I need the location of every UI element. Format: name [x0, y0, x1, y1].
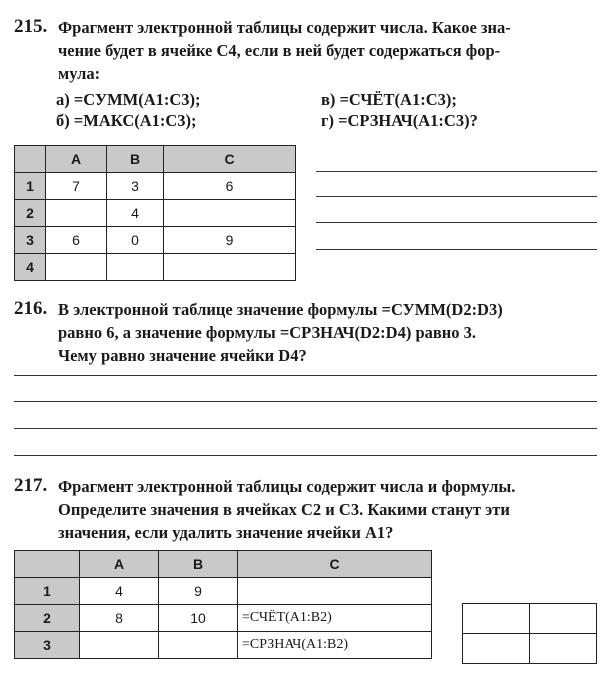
table-row: [15, 200, 296, 227]
row-header-1: 1: [15, 578, 80, 605]
problem-215-text: [58, 16, 598, 85]
row-header-2: 2: [15, 605, 80, 632]
col-header-b: B: [159, 551, 238, 578]
cell-b2: 10: [159, 605, 238, 632]
problem-215-number: 215.: [14, 16, 48, 37]
option-v: в) =СЧЁТ(A1:C3);: [321, 90, 457, 109]
corner-cell: [15, 551, 80, 578]
cell-c1: 6: [164, 173, 296, 200]
answer-line: [14, 428, 597, 429]
cell-c3: =СРЗНАЧ(A1:B2): [238, 632, 432, 659]
problem-217-line-2: Определите значения в ячейках C2 и C3. Какими станут эти: [58, 500, 510, 519]
cell-a3: [80, 632, 159, 659]
problem-216-text: [58, 298, 598, 367]
cell-a1: 7: [46, 173, 107, 200]
row-header-1: 1: [15, 173, 46, 200]
answer-box: [530, 634, 597, 664]
answer-line: [316, 171, 597, 172]
col-header-c: C: [164, 146, 296, 173]
answer-box: [463, 604, 530, 634]
cell-a3: 6: [46, 227, 107, 254]
cell-a2: [46, 200, 107, 227]
cell-c4: [164, 254, 296, 281]
option-g: г) =СРЗНАЧ(A1:C3)?: [321, 111, 478, 130]
cell-b3: 0: [107, 227, 164, 254]
col-header-a: A: [80, 551, 159, 578]
answer-grid-row: [463, 604, 597, 634]
answer-line: [14, 401, 597, 402]
table-row: [15, 632, 432, 659]
problem-215-line-2: чение будет в ячейке C4, если в ней будет содержаться фор-: [58, 41, 501, 60]
problem-216-line-1: В электронной таблице значение формулы =СУММ(D2:D3): [58, 300, 503, 319]
problem-215-line-1: Фрагмент электронной таблицы содержит числа. Какое зна-: [58, 18, 511, 37]
cell-b4: [107, 254, 164, 281]
answer-line: [316, 222, 597, 223]
cell-a4: [46, 254, 107, 281]
problem-216-number: 216.: [14, 298, 48, 319]
row-header-3: 3: [15, 227, 46, 254]
spreadsheet-217: [14, 550, 432, 659]
problem-216-line-2: равно 6, а значение формулы =СРЗНАЧ(D2:D4) равно 3.: [58, 323, 477, 342]
answer-line: [316, 196, 597, 197]
header-row: [15, 551, 432, 578]
cell-b2: 4: [107, 200, 164, 227]
col-header-a: A: [46, 146, 107, 173]
cell-a1: 4: [80, 578, 159, 605]
problem-216-line-3: Чему равно значение ячейки D4?: [58, 346, 307, 365]
cell-c1: [238, 578, 432, 605]
answer-box: [530, 604, 597, 634]
col-header-c: C: [238, 551, 432, 578]
answer-grid-row: [463, 634, 597, 664]
row-header-4: 4: [15, 254, 46, 281]
cell-b1: 9: [159, 578, 238, 605]
cell-c2: [164, 200, 296, 227]
option-b: б) =МАКС(A1:C3);: [56, 111, 197, 130]
answer-box: [463, 634, 530, 664]
answer-line: [316, 249, 597, 250]
answer-line: [14, 455, 597, 456]
problem-217-line-1: Фрагмент электронной таблицы содержит числа и формулы.: [58, 477, 516, 496]
table-row: [15, 227, 296, 254]
cell-c3: 9: [164, 227, 296, 254]
cell-c2: =СЧЁТ(A1:B2): [238, 605, 432, 632]
table-row: [15, 254, 296, 281]
answer-line: [14, 375, 597, 376]
option-a: а) =СУММ(A1:C3);: [56, 90, 201, 109]
table-row: [15, 173, 296, 200]
problem-215-line-3: мула:: [58, 64, 101, 83]
table-row: [15, 605, 432, 632]
row-header-2: 2: [15, 200, 46, 227]
answer-grid: [462, 603, 597, 664]
header-row: [15, 146, 296, 173]
problem-217-text: [58, 475, 598, 544]
problem-217-number: 217.: [14, 475, 48, 496]
spreadsheet-215: [14, 145, 296, 281]
problem-217-line-3: значения, если удалить значение ячейки A1?: [58, 523, 394, 542]
cell-a2: 8: [80, 605, 159, 632]
cell-b1: 3: [107, 173, 164, 200]
corner-cell: [15, 146, 46, 173]
cell-b3: [159, 632, 238, 659]
col-header-b: B: [107, 146, 164, 173]
row-header-3: 3: [15, 632, 80, 659]
table-row: [15, 578, 432, 605]
